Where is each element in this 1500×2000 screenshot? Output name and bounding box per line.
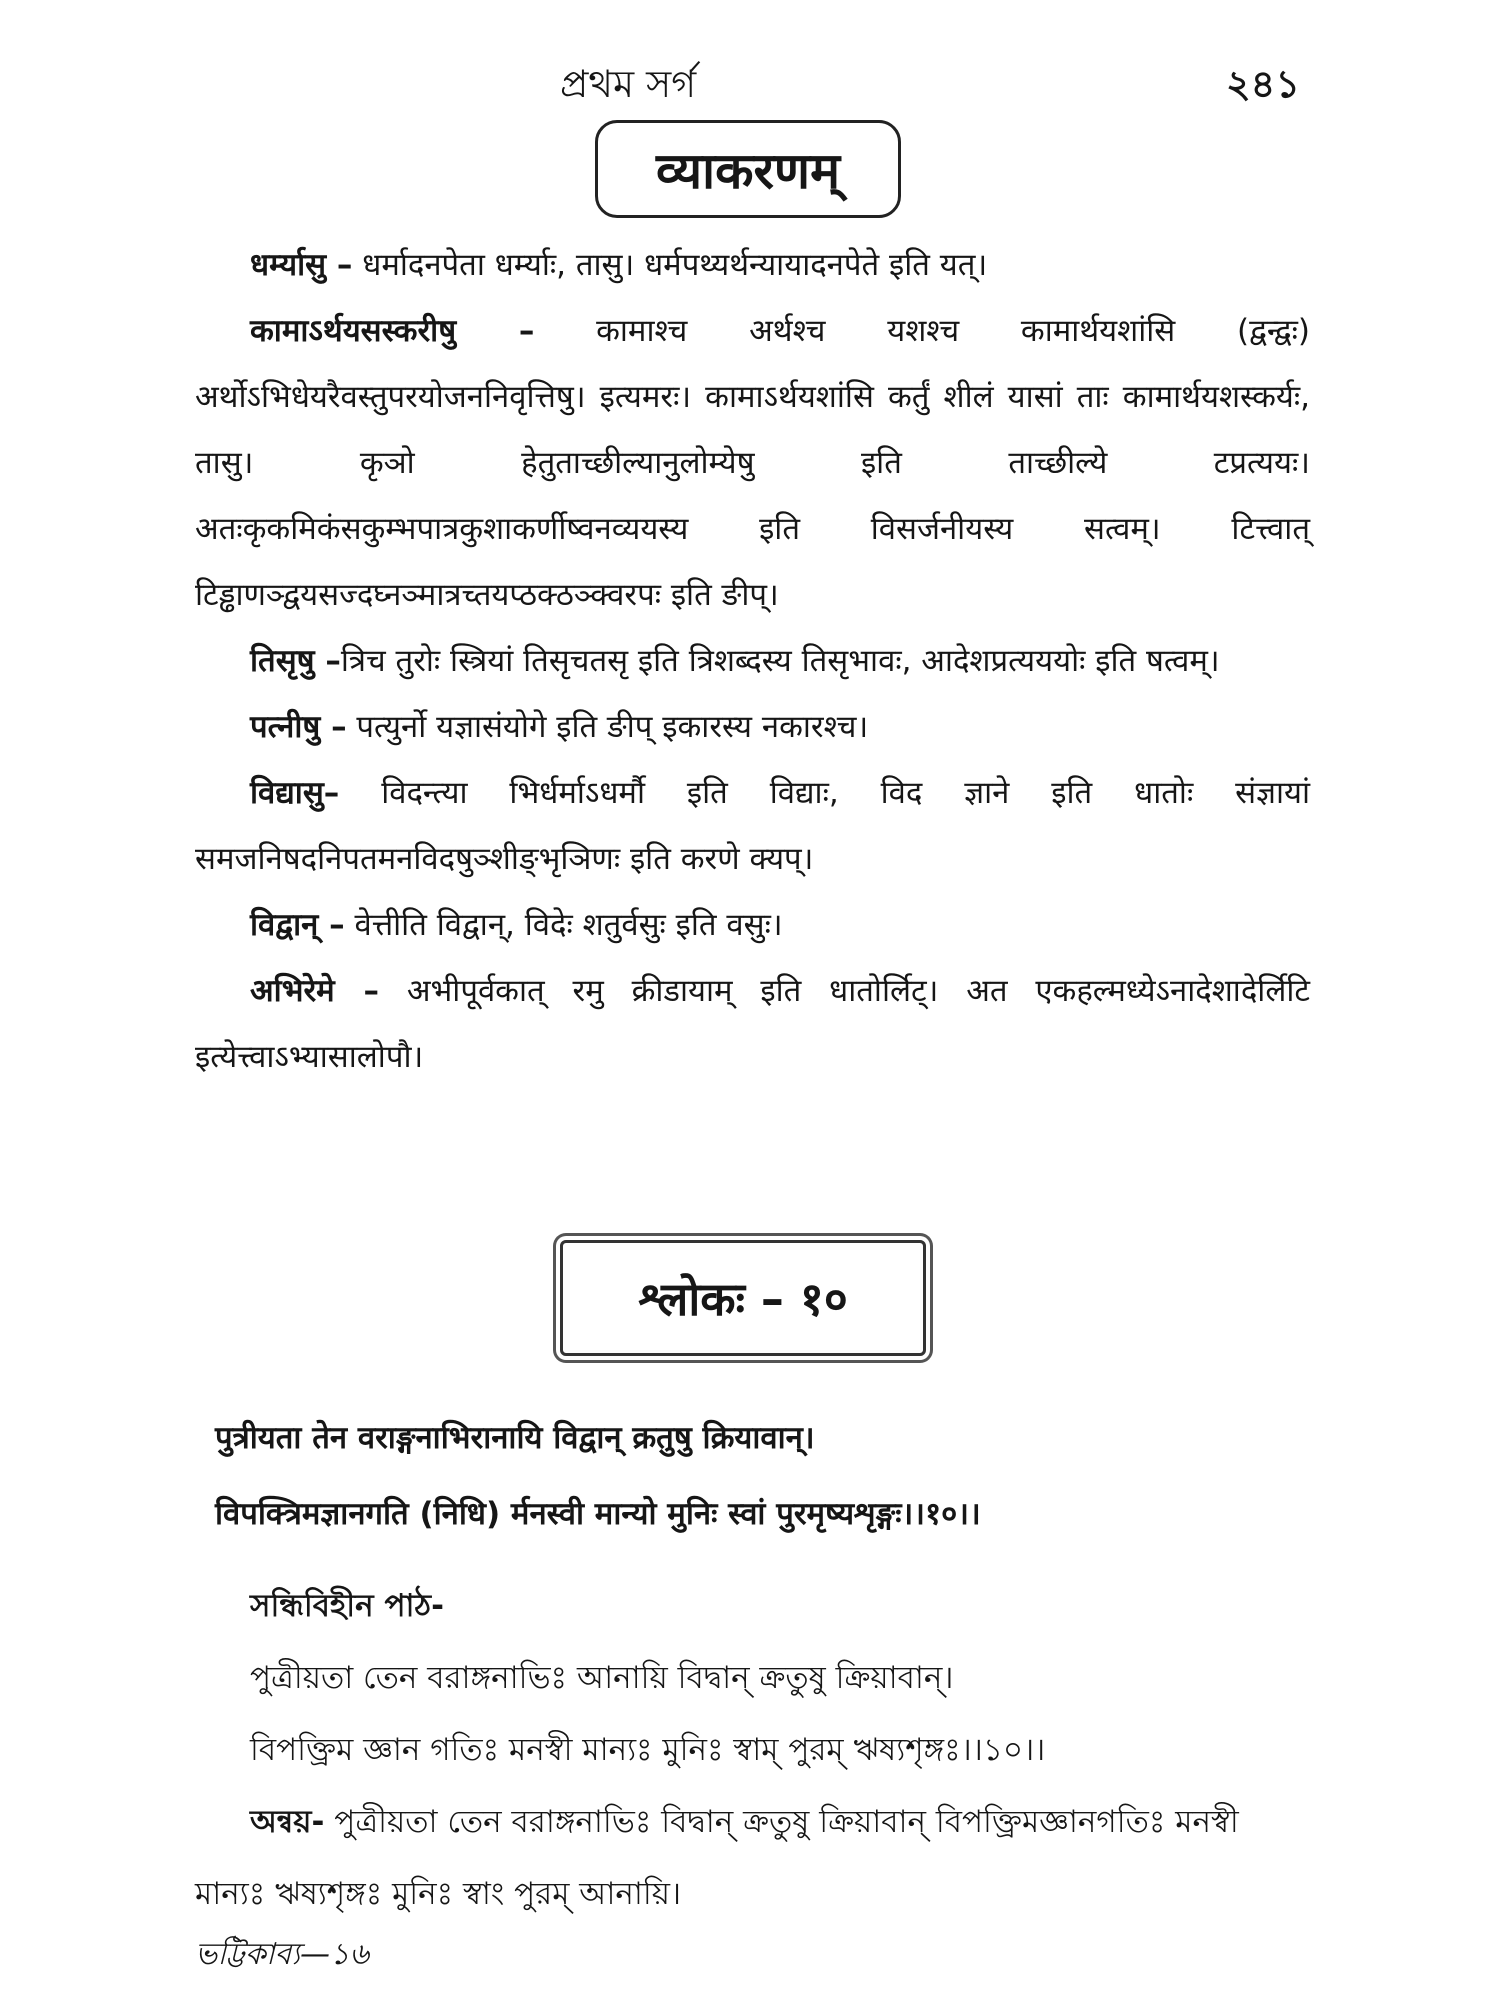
grammar-entry: विद्वान् – वेत्तीति विद्वान्, विदेः शतुर्वसुः इति वसुः। — [250, 907, 783, 943]
grammar-entry: अभिरेमे – अभीपूर्वकात् रमु क्रीडायाम् इति धातोर्लिट्। अत एकहल्मध्येऽनादेशादेर्लिटि इत्येत्त्वाऽभ्यासालोपौ। — [195, 973, 1310, 1075]
verse-line: पुत्रीयता तेन वराङ्गनाभिरानायि विद्वान् क्रतुषु क्रियावान्। — [215, 1420, 815, 1456]
running-header-title: প্রথম সর্গ — [560, 62, 697, 106]
grammar-entry: पत्नीषु – पत्युर्नो यज्ञासंयोगे इति ङीप् इकारस्य नकारश्च। — [250, 709, 869, 745]
anvaya: অন্বয়- পুত্রীয়তা তেন বরাঙ্গনাভিঃ বিদ্বান্ ক্রতুষু ক্রিয়াবান্ বিপক্ত্রিমজ্ঞানগতিঃ মনস্বী মান্যঃ ঋষ্যশৃঙ্গঃ মুনিঃ স্বাং পুরম্ আনায়ি। — [195, 1804, 1239, 1912]
grammar-entry: कामाऽर्थयसस्करीषु – कामाश्च अर्थश्च यशश्च कामार्थयशांसि (द्वन्द्वः) अर्थोऽभिधेयरैवस्तुपरयोजननिवृत्तिषु। इत्यमरः। कामाऽर्थयशांसि कर्तुं शीलं यासां ताः कामार्थयशस्कर्यः, तासु। कृञो हेतुताच्छील्यानुलोम्येषु इति ताच्छील्ये टप्रत्ययः। अतःकृकमिकंसकुम्भपात्रकुशाकर्णीष्वनव्ययस्य इति विसर्जनीयस्य सत्वम्। टित्त्वात् टिड्ढाणञ्द्वयसज्दघ्नञ्मात्रच्तयप्ठक्ठञ्क्वरपः इति ङीप्। — [195, 313, 1310, 613]
grammar-entry: धर्म्यासु – धर्मादनपेता धर्म्याः, तासु। धर्मपथ्यर्थन्यायादनपेते इति यत्। — [250, 247, 988, 283]
sandhi-section — [195, 1570, 1310, 1930]
sandhi-line: পুত্রীয়তা তেন বরাঙ্গনাভিঃ আনায়ি বিদ্বান্ ক্রতুষু ক্রিয়াবান্। — [250, 1660, 954, 1696]
sloka-label-box — [560, 1240, 926, 1356]
verse — [215, 1400, 1315, 1552]
grammar-entry: तिसृषु –त्रिच तुरोः स्त्रियां तिसृचतसृ इति त्रिशब्दस्य तिसृभावः, आदेशप्रत्यययोः इति षत्वम्। — [250, 643, 1220, 679]
section-title-box — [595, 120, 901, 218]
sandhi-heading: সন্ধিবিহীন পাঠ- — [250, 1588, 444, 1624]
sandhi-line: বিপক্ত্রিম জ্ঞান গতিঃ মনস্বী মান্যঃ মুনিঃ স্বাম্ পুরম্ ঋষ্যশৃঙ্গঃ।।১০।। — [250, 1732, 1046, 1768]
sloka-label: श्लोकः – १० — [638, 1272, 848, 1326]
grammar-notes — [195, 232, 1310, 1090]
footer-signature: ভট্টিকাব্য—১৬ — [195, 1937, 369, 1972]
grammar-entry: विद्यासु– विदन्त्या भिर्धर्माऽधर्मौ इति विद्याः, विद ज्ञाने इति धातोः संज्ञायां समजनिषदनिपतमनविदषुञ्शीङ्भृञिणः इति करणे क्यप्। — [195, 775, 1310, 877]
section-title: व्याकरणम् — [656, 142, 840, 200]
verse-line: विपक्त्रिमज्ञानगति (निधि) र्मनस्वी मान्यो मुनिः स्वां पुरमृष्यशृङ्गः।।१०।। — [215, 1496, 981, 1532]
page-number: ২৪১ — [1225, 62, 1300, 106]
